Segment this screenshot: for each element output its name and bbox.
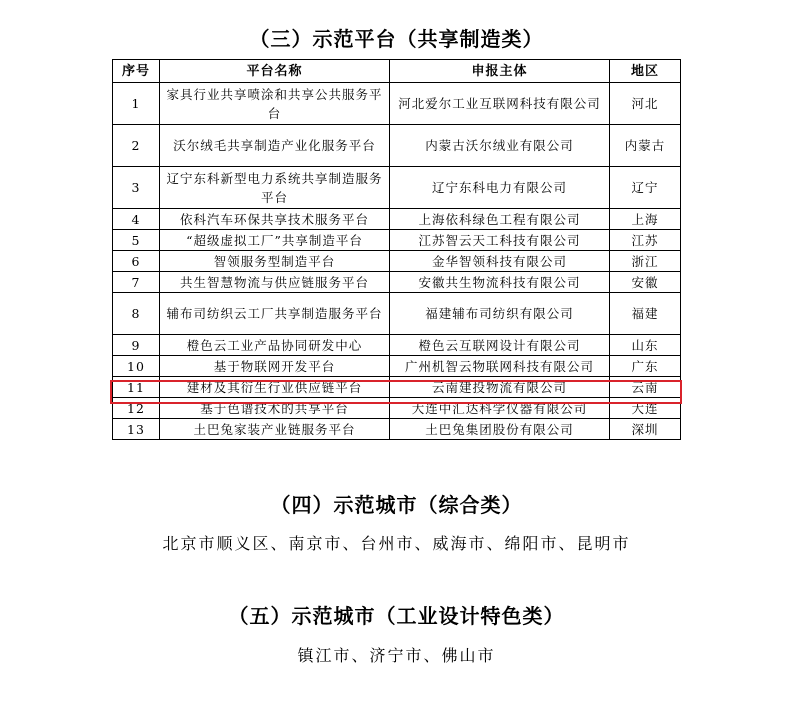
section-4-cities: 北京市顺义区、南京市、台州市、威海市、绵阳市、昆明市 (162, 534, 631, 553)
cell-region: 江苏 (610, 230, 681, 251)
cell-name: 依科汽车环保共享技术服务平台 (160, 209, 390, 230)
cell-no: 9 (113, 335, 160, 356)
cell-no: 13 (113, 419, 160, 440)
cell-region: 云南 (610, 377, 681, 398)
table-row (113, 335, 681, 356)
cell-no: 5 (113, 230, 160, 251)
header-no: 序号 (113, 60, 160, 83)
cell-name: 辅布司纺织云工厂共享制造服务平台 (160, 293, 390, 335)
cell-name: 智领服务型制造平台 (160, 251, 390, 272)
cell-region: 山东 (610, 335, 681, 356)
cell-region: 深圳 (610, 419, 681, 440)
cell-org: 云南建投物流有限公司 (390, 377, 610, 398)
cell-region: 安徽 (610, 272, 681, 293)
section-4-title: （四）示范城市（综合类） (270, 493, 523, 517)
cell-no: 7 (113, 272, 160, 293)
cell-org: 辽宁东科电力有限公司 (390, 167, 610, 209)
cell-no: 3 (113, 167, 160, 209)
cell-name: “超级虚拟工厂”共享制造平台 (160, 230, 390, 251)
table-row-highlighted (113, 377, 681, 398)
table-row (113, 209, 681, 230)
header-name: 平台名称 (160, 60, 390, 83)
cell-org: 橙色云互联网设计有限公司 (390, 335, 610, 356)
platform-table (112, 59, 681, 440)
cell-name: 基于物联网开发平台 (160, 356, 390, 377)
cell-name: 建材及其衍生行业供应链平台 (160, 377, 390, 398)
table-row (113, 125, 681, 167)
cell-org: 河北爱尔工业互联网科技有限公司 (390, 83, 610, 125)
cell-no: 8 (113, 293, 160, 335)
section-5-title: （五）示范城市（工业设计特色类） (228, 604, 565, 628)
table-row (113, 419, 681, 440)
table-row (113, 251, 681, 272)
cell-region: 河北 (610, 83, 681, 125)
header-org: 申报主体 (390, 60, 610, 83)
cell-org: 金华智领科技有限公司 (390, 251, 610, 272)
cell-name: 家具行业共享喷涂和共享公共服务平台 (160, 83, 390, 125)
cell-org: 土巴兔集团股份有限公司 (390, 419, 610, 440)
section-3-title: （三）示范平台（共享制造类） (249, 27, 544, 51)
table-header-row (113, 60, 681, 83)
table-row (113, 398, 681, 419)
cell-no: 6 (113, 251, 160, 272)
cell-org: 上海依科绿色工程有限公司 (390, 209, 610, 230)
cell-region: 福建 (610, 293, 681, 335)
cell-org: 广州机智云物联网科技有限公司 (390, 356, 610, 377)
cell-no: 12 (113, 398, 160, 419)
cell-name: 土巴兔家装产业链服务平台 (160, 419, 390, 440)
cell-org: 内蒙古沃尔绒业有限公司 (390, 125, 610, 167)
section-5-cities: 镇江市、济宁市、佛山市 (297, 646, 496, 665)
table-row (113, 356, 681, 377)
cell-no: 1 (113, 83, 160, 125)
cell-no: 10 (113, 356, 160, 377)
table-row (113, 230, 681, 251)
cell-region: 大连 (610, 398, 681, 419)
cell-region: 浙江 (610, 251, 681, 272)
cell-name: 沃尔绒毛共享制造产业化服务平台 (160, 125, 390, 167)
cell-name: 辽宁东科新型电力系统共享制造服务平台 (160, 167, 390, 209)
table-row (113, 167, 681, 209)
cell-org: 安徽共生物流科技有限公司 (390, 272, 610, 293)
cell-org: 大连中汇达科学仪器有限公司 (390, 398, 610, 419)
table-row (113, 293, 681, 335)
header-region: 地区 (610, 60, 681, 83)
cell-name: 基于色谱技术的共享平台 (160, 398, 390, 419)
table-row (113, 83, 681, 125)
cell-region: 辽宁 (610, 167, 681, 209)
cell-region: 内蒙古 (610, 125, 681, 167)
cell-no: 2 (113, 125, 160, 167)
cell-region: 广东 (610, 356, 681, 377)
cell-no: 4 (113, 209, 160, 230)
table-row (113, 272, 681, 293)
cell-region: 上海 (610, 209, 681, 230)
cell-name: 橙色云工业产品协同研发中心 (160, 335, 390, 356)
cell-name: 共生智慧物流与供应链服务平台 (160, 272, 390, 293)
cell-no: 11 (113, 377, 160, 398)
cell-org: 福建辅布司纺织有限公司 (390, 293, 610, 335)
cell-org: 江苏智云天工科技有限公司 (390, 230, 610, 251)
